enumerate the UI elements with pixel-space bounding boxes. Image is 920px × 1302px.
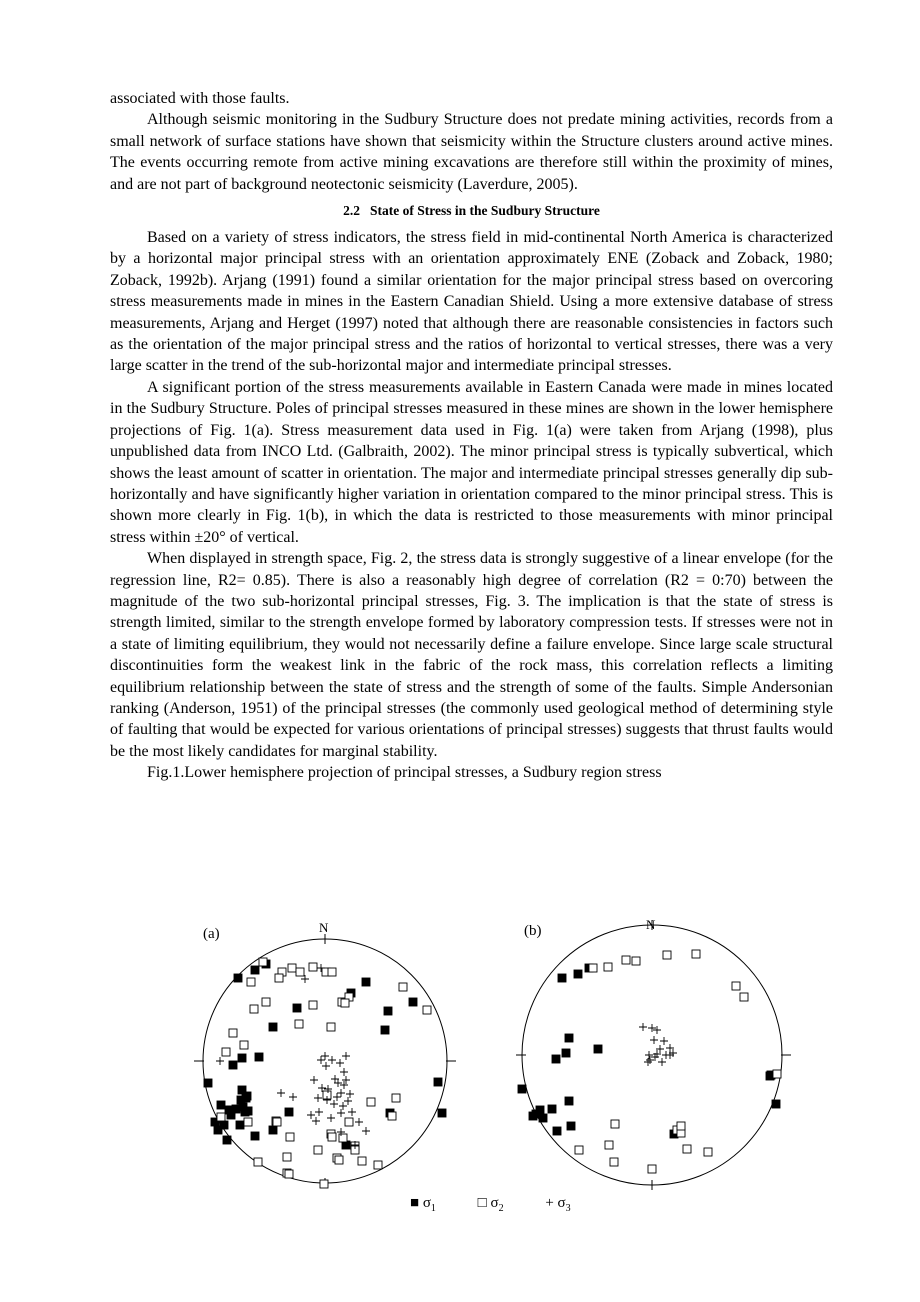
sigma3-marker (322, 1062, 330, 1070)
sigma1-marker (204, 1079, 212, 1087)
legend-subscript: 1 (430, 1203, 436, 1214)
sigma2-marker (286, 1133, 294, 1141)
sigma2-marker (374, 1161, 382, 1169)
sigma1-marker (229, 1061, 237, 1069)
sigma2-marker (610, 1158, 618, 1166)
sigma2-marker (217, 1113, 225, 1121)
sigma2-marker (589, 964, 597, 972)
sigma1-marker (552, 1055, 560, 1063)
sigma3-marker (216, 1057, 224, 1065)
sigma3-marker (289, 1093, 297, 1101)
sigma3-marker (333, 1093, 341, 1101)
sigma2-marker (358, 1157, 366, 1165)
sigma1-marker (772, 1100, 780, 1108)
paragraph: When displayed in strength space, Fig. 2, the stress data is strongly suggestive of a linear envelope (for the regression line, R2= 0.85). There is also a reasonably high degree of correlation (R2 = 0:70) between the magnitude of the two sub-horizontal principal stresses, Fig. 3. The implication is that the state of stress is strength limited, similar to the strength envelope formed by laboratory compression tests. If stresses were not in a state of limiting equilibrium, they would not necessarily define a failure envelope. Since large scale structural discontinuities form the weakest link in the fabric of the rock mass, this correlation reflects a limiting equilibrium relationship between the state of stress and the strength of some of the faults. Simple Andersonian ranking (Anderson, 1951) of the principal stresses (the commonly used geological method of determining style of faulting that would be expected for various orientations of principal stresses) suggests that thrust faults would be the most likely candidates for marginal stability. (110, 550, 833, 760)
sigma2-marker (677, 1122, 685, 1130)
sigma2-marker (632, 957, 640, 965)
sigma2-marker (367, 1098, 375, 1106)
sigma1-marker (236, 1121, 244, 1129)
sigma1-marker (434, 1078, 442, 1086)
sigma2-marker (335, 1156, 343, 1164)
sigma3-marker (336, 1059, 344, 1067)
sigma2-marker (229, 1029, 237, 1037)
sigma2-marker (604, 963, 612, 971)
sigma2-marker (273, 1118, 281, 1126)
sigma3-marker (340, 1068, 348, 1076)
sigma2-marker (622, 956, 630, 964)
sigma2-marker (327, 1023, 335, 1031)
sigma2-marker (328, 1133, 336, 1141)
sigma2-marker (663, 951, 671, 959)
sigma3-marker (645, 1051, 653, 1059)
sigma1-marker (567, 1122, 575, 1130)
sigma3-marker (327, 1114, 335, 1122)
sigma2-marker (392, 1094, 400, 1102)
sigma2-marker (683, 1145, 691, 1153)
sigma3-marker (312, 1117, 320, 1125)
legend-label: σ (557, 1195, 566, 1211)
sigma2-marker (309, 1001, 317, 1009)
sigma3-marker (321, 1052, 329, 1060)
sigma1-marker (438, 1109, 446, 1117)
sigma1-marker (238, 1054, 246, 1062)
sigma3-marker (648, 1024, 656, 1032)
sigma2-marker (285, 1170, 293, 1178)
sigma1-marker (409, 998, 417, 1006)
sigma2-marker (423, 1006, 431, 1014)
sigma1-marker (225, 1106, 233, 1114)
sigma3-marker (310, 1076, 318, 1084)
sigma1-marker (234, 974, 242, 982)
sigma3-marker (328, 1056, 336, 1064)
legend-label: σ (490, 1195, 499, 1211)
sigma3-marker (658, 1058, 666, 1066)
north-label-b: N (646, 917, 656, 932)
sigma2-marker (320, 1180, 328, 1188)
sigma2-marker (262, 998, 270, 1006)
markers-panel-a (204, 958, 446, 1188)
figure-caption: Fig.1.Lower hemisphere projection of principal stresses, a Sudbury region stress (147, 764, 662, 782)
sigma3-marker (317, 1056, 325, 1064)
sigma3-marker (337, 1089, 345, 1097)
sigma2-marker (339, 1134, 347, 1142)
legend-item-sigma3 (545, 1195, 570, 1214)
paragraph: Based on a variety of stress indicators, the stress field in mid-continental North America is characterized by a horizontal major principal stress with an orientation approximately ENE (Zoback and Zoback, 1980; Zoback, 1992b). Arjang (1991) found a similar orientation for the major principal stress based on overcoring stress measurements made in mines in the Eastern Canadian Shield. Using a more extensive database of stress measurements, Arjang and Herget (1997) noted that although there are reasonable consistencies in factors such as the orientation of the major principal stress and the ratios of horizontal to vertical stresses, there was a very large scatter in the trend of the sub-horizontal major and intermediate principal stresses. (110, 229, 833, 375)
sigma1-marker (518, 1085, 526, 1093)
figure-legend (410, 1195, 609, 1214)
sigma2-marker (259, 958, 267, 966)
sigma3-marker (355, 1118, 363, 1126)
panel-b-label: (b) (524, 923, 542, 939)
sigma1-marker (384, 1007, 392, 1015)
sigma3-marker (307, 1111, 315, 1119)
sigma1-marker (244, 1107, 252, 1115)
sigma3-marker (340, 1081, 348, 1089)
sigma2-marker (692, 950, 700, 958)
sigma1-marker (381, 1026, 389, 1034)
sigma1-marker (293, 1004, 301, 1012)
sigma3-marker (344, 1097, 352, 1105)
sigma2-marker (399, 983, 407, 991)
sigma1-marker (242, 1094, 250, 1102)
sigma3-marker (362, 1127, 370, 1135)
sigma3-marker (639, 1023, 647, 1031)
sigma2-marker (222, 1048, 230, 1056)
sigma2-marker (605, 1141, 613, 1149)
sigma2-marker (328, 968, 336, 976)
sigma1-marker (269, 1126, 277, 1134)
sigma1-marker (214, 1126, 222, 1134)
sigma3-marker (339, 1102, 347, 1110)
sigma2-marker (611, 1120, 619, 1128)
sigma3-marker (660, 1037, 668, 1045)
sigma1-marker (362, 978, 370, 986)
sigma2-marker (244, 1118, 252, 1126)
sigma2-marker (773, 1070, 781, 1078)
sigma1-marker (539, 1114, 547, 1122)
sigma2-marker (247, 978, 255, 986)
sigma3-marker (644, 1058, 652, 1066)
paragraph: associated with those faults. (110, 90, 290, 107)
sigma1-marker (562, 1049, 570, 1057)
panel-a-label: (a) (203, 926, 220, 942)
sigma1-marker (223, 1136, 231, 1144)
sigma2-marker (732, 982, 740, 990)
open-square-icon: □ (477, 1195, 487, 1211)
sigma3-marker (315, 1108, 323, 1116)
sigma3-marker (337, 1109, 345, 1117)
sigma2-marker (740, 993, 748, 1001)
sigma2-marker (295, 1020, 303, 1028)
sigma1-marker (565, 1097, 573, 1105)
sigma1-marker (255, 1053, 263, 1061)
sigma2-marker (388, 1112, 396, 1120)
paragraph: A significant portion of the stress measurements available in Eastern Canada were made in mines located in the Sudbury Structure. Poles of principal stresses measured in these mines are shown in the lower hemisphere projections of Fig. 1(a). Stress measurement data used in Fig. 1(a) were taken from Arjang (1998), plus unpublished data from INCO Ltd. (Galbraith, 2002). The minor principal stress is typically subvertical, which shows the least amount of scatter in orientation. The major and intermediate principal stresses generally dip sub-horizontally and have significantly higher variation in orientation compared to the minor principal stress. This is shown more clearly in Fig. 1(b), in which the data is restricted to those measurements with minor principal stress within ±20° of vertical. (110, 378, 833, 546)
markers-panel-b (518, 950, 781, 1173)
north-label-a: N (319, 920, 329, 935)
sigma1-marker (565, 1034, 573, 1042)
sigma1-marker (594, 1045, 602, 1053)
sigma3-marker (314, 1094, 322, 1102)
sigma3-marker (277, 1089, 285, 1097)
sigma1-marker (558, 974, 566, 982)
legend-subscript: 2 (498, 1203, 504, 1214)
sigma2-marker (648, 1165, 656, 1173)
sigma2-marker (250, 1005, 258, 1013)
sigma3-marker (346, 1090, 354, 1098)
sigma1-marker (553, 1127, 561, 1135)
sigma1-marker (269, 1023, 277, 1031)
legend-item-sigma1 (410, 1195, 436, 1214)
plus-icon: + (545, 1195, 554, 1211)
sigma2-marker (240, 1041, 248, 1049)
paragraph: Although seismic monitoring in the Sudbury Structure does not predate mining activities, records from a small network of surface stations have shown that seismicity within the Structure clusters around active mines. The events occurring remote from active mining excavations are therefore still within the proximity of mines, and are not part of background neotectonic seismicity (Laverdure, 2005). (110, 111, 833, 193)
sigma3-marker (342, 1076, 350, 1084)
sigma3-marker (342, 1052, 350, 1060)
sigma2-marker (345, 1118, 353, 1126)
sigma3-marker (348, 1108, 356, 1116)
sigma2-marker (296, 968, 304, 976)
sigma3-marker (650, 1036, 658, 1044)
sigma2-marker (254, 1158, 262, 1166)
sigma2-marker (288, 964, 296, 972)
sigma2-marker (341, 999, 349, 1007)
legend-label: σ (422, 1195, 431, 1211)
sigma2-marker (575, 1146, 583, 1154)
sigma1-marker (574, 970, 582, 978)
sigma2-marker (283, 1153, 291, 1161)
filled-square-icon: ■ (410, 1195, 420, 1211)
sigma1-marker (285, 1108, 293, 1116)
sigma1-marker (251, 1132, 259, 1140)
sigma1-marker (251, 966, 259, 974)
sigma2-marker (309, 963, 317, 971)
sigma1-marker (217, 1101, 225, 1109)
sigma2-marker (275, 974, 283, 982)
sigma1-marker (548, 1105, 556, 1113)
sigma1-marker (529, 1112, 537, 1120)
section-number: 2.2 (343, 203, 361, 219)
legend-item-sigma2 (478, 1195, 504, 1214)
section-title: State of Stress in the Sudbury Structure (370, 203, 600, 219)
sigma2-marker (314, 1146, 322, 1154)
sigma2-marker (704, 1148, 712, 1156)
sigma3-marker (330, 1100, 338, 1108)
sigma3-marker (653, 1026, 661, 1034)
legend-subscript: 3 (565, 1203, 571, 1214)
